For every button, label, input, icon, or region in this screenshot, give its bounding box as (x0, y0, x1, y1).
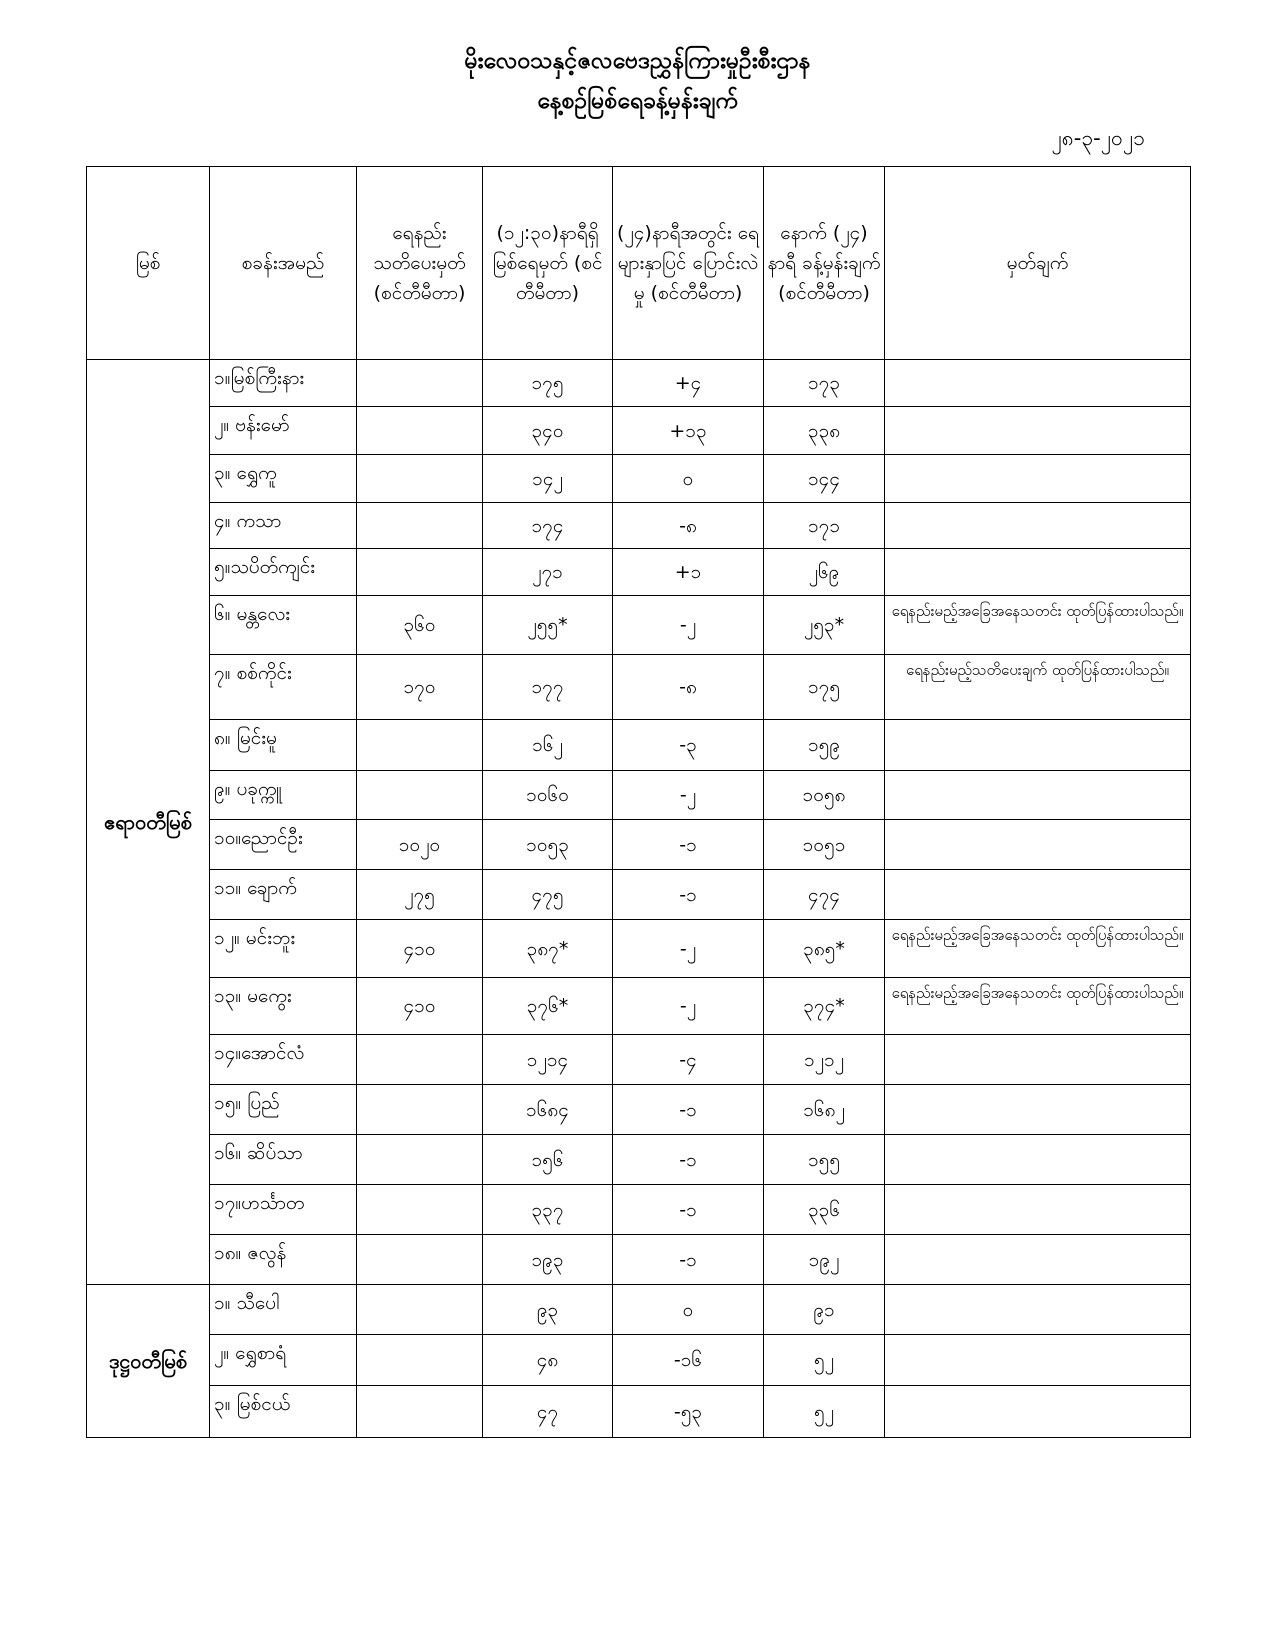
table-row (87, 771, 1191, 820)
station-name: ၉။ ပခုက္ကူ (210, 771, 357, 820)
water-level: ၄၈ (483, 1335, 613, 1386)
forecast-level: ၃၇၄* (764, 978, 885, 1035)
level-change: -၅၃ (613, 1386, 764, 1438)
warning-level (357, 1185, 483, 1235)
header-station: စခန်းအမည် (210, 167, 357, 360)
document-title: မိုးလေဝသနှင့်ဇလဗေဒညွှန်ကြားမှုဦးစီးဌာန (464, 48, 811, 74)
table-row (87, 596, 1191, 655)
remark (885, 1285, 1191, 1335)
warning-level (357, 720, 483, 771)
level-change: -၁ (613, 1185, 764, 1235)
level-change: +၁၃ (613, 407, 764, 455)
water-level: ၁၀၆၀ (483, 771, 613, 820)
station-name: ၄။ ကသာ (210, 503, 357, 549)
forecast-level: ၁၂၁၂ (764, 1035, 885, 1085)
remark (885, 1035, 1191, 1085)
remark (885, 1185, 1191, 1235)
document-subtitle: နေ့စဉ်မြစ်ရေခန့်မှန်းချက် (537, 88, 738, 114)
table-row (87, 1235, 1191, 1285)
forecast-level: ၄၇၄ (764, 870, 885, 920)
warning-level (357, 549, 483, 596)
table-row (87, 360, 1191, 407)
water-level: ၁၀၅၃ (483, 820, 613, 870)
forecast-level: ၁၀၅၁ (764, 820, 885, 870)
warning-level (357, 407, 483, 455)
water-level: ၂၇၁ (483, 549, 613, 596)
forecast-level: ၉၁ (764, 1285, 885, 1335)
level-change: -၁ (613, 1085, 764, 1135)
station-name: ၆။ မန္တလေး (210, 596, 357, 655)
warning-level: ၁၀၂၀ (357, 820, 483, 870)
warning-level (357, 1335, 483, 1386)
level-change: -၁ (613, 870, 764, 920)
water-level: ၁၉၃ (483, 1235, 613, 1285)
warning-level (357, 503, 483, 549)
forecast-level: ၃၃၆ (764, 1185, 885, 1235)
station-name: ၁၇။ဟင်္သာတ (210, 1185, 357, 1235)
water-level: ၃၄၀ (483, 407, 613, 455)
station-name: ၁၅။ ပြည် (210, 1085, 357, 1135)
remark (885, 870, 1191, 920)
forecast-level: ၁၇၅ (764, 655, 885, 720)
level-change: -၁ (613, 1235, 764, 1285)
table-row (87, 920, 1191, 978)
warning-level (357, 771, 483, 820)
remark (885, 407, 1191, 455)
level-change: -၂ (613, 771, 764, 820)
station-name: ၈။ မြင်းမူ (210, 720, 357, 771)
water-level: ၁၇၇ (483, 655, 613, 720)
river-name: ဧရာဝတီမြစ် (87, 360, 210, 1285)
remark (885, 1085, 1191, 1135)
warning-level: ၃၆၀ (357, 596, 483, 655)
water-level: ၃၇၆* (483, 978, 613, 1035)
water-level: ၁၆၈၄ (483, 1085, 613, 1135)
table-row (87, 503, 1191, 549)
level-change: -၂ (613, 978, 764, 1035)
station-name: ၁၃။ မကွေး (210, 978, 357, 1035)
water-level: ၃၈၇* (483, 920, 613, 978)
station-name: ၃။ မြစ်ငယ် (210, 1386, 357, 1438)
station-name: ၂။ ရွှေစာရံ (210, 1335, 357, 1386)
forecast-level: ၁၉၂ (764, 1235, 885, 1285)
level-change: ၀ (613, 455, 764, 503)
table-row (87, 1085, 1191, 1135)
table-header-row (87, 167, 1191, 360)
forecast-level: ၁၇၃ (764, 360, 885, 407)
level-change: -၂ (613, 920, 764, 978)
warning-level (357, 1386, 483, 1438)
level-change: ၀ (613, 1285, 764, 1335)
remark (885, 1386, 1191, 1438)
warning-level: ၄၁၀ (357, 978, 483, 1035)
table-row (87, 549, 1191, 596)
station-name: ၃။ ရွှေကူ (210, 455, 357, 503)
header-remark: မှတ်ချက် (885, 167, 1191, 360)
forecast-level: ၁၀၅၈ (764, 771, 885, 820)
water-level: ၁၇၅ (483, 360, 613, 407)
forecast-level: ၁၅၅ (764, 1135, 885, 1185)
remark (885, 771, 1191, 820)
forecast-level: ၁၇၁ (764, 503, 885, 549)
warning-level: ၂၇၅ (357, 870, 483, 920)
forecast-level: ၁၆၈၂ (764, 1085, 885, 1135)
water-level: ၁၅၆ (483, 1135, 613, 1185)
station-name: ၁၄။အောင်လံ (210, 1035, 357, 1085)
remark: ရေနည်းမည့်သတိပေးချက် ထုတ်ပြန်ထားပါသည်။ (885, 655, 1191, 720)
forecast-level: ၅၂ (764, 1386, 885, 1438)
forecast-level: ၁၅၉ (764, 720, 885, 771)
warning-level (357, 1035, 483, 1085)
water-level: ၄၇ (483, 1386, 613, 1438)
remark: ရေနည်းမည့်အခြေအနေသတင်း ထုတ်ပြန်ထားပါသည်။ (885, 596, 1191, 655)
water-level: ၁၄၂ (483, 455, 613, 503)
table-row (87, 455, 1191, 503)
forecast-level: ၁၄၄ (764, 455, 885, 503)
remark (885, 1235, 1191, 1285)
header-forecast: နောက် (၂၄) နာရီ ခန့်မှန်းချက် (စင်တီမီတာ) (764, 167, 885, 360)
river-forecast-table (86, 166, 1191, 1438)
warning-level (357, 1285, 483, 1335)
remark (885, 360, 1191, 407)
table-row (87, 1035, 1191, 1085)
level-change: -၂ (613, 596, 764, 655)
table-row (87, 655, 1191, 720)
forecast-level: ၅၂ (764, 1335, 885, 1386)
station-name: ၅။သပိတ်ကျင်း (210, 549, 357, 596)
station-name: ၇။ စစ်ကိုင်း (210, 655, 357, 720)
level-change: -၈ (613, 503, 764, 549)
table-row (87, 978, 1191, 1035)
remark (885, 720, 1191, 771)
forecast-level: ၃၃၈ (764, 407, 885, 455)
water-level: ၉၃ (483, 1285, 613, 1335)
table-row (87, 1386, 1191, 1438)
table-row (87, 1335, 1191, 1386)
warning-level (357, 455, 483, 503)
table-row (87, 1285, 1191, 1335)
level-change: -၄ (613, 1035, 764, 1085)
level-change: -၁၆ (613, 1335, 764, 1386)
water-level: ၄၇၅ (483, 870, 613, 920)
water-level: ၃၃၇ (483, 1185, 613, 1235)
report-date: ၂၈-၃-၂၀၂၁ (1051, 126, 1145, 150)
forecast-level: ၃၈၅* (764, 920, 885, 978)
remark (885, 549, 1191, 596)
warning-level: ၄၁၀ (357, 920, 483, 978)
header-river: မြစ် (87, 167, 210, 360)
table-row (87, 1185, 1191, 1235)
remark (885, 1135, 1191, 1185)
table-row (87, 407, 1191, 455)
forecast-level: ၂၆၉ (764, 549, 885, 596)
warning-level (357, 1085, 483, 1135)
remark: ရေနည်းမည့်အခြေအနေသတင်း ထုတ်ပြန်ထားပါသည်။ (885, 920, 1191, 978)
warning-level: ၁၇၀ (357, 655, 483, 720)
header-warning-level: ရေနည်း သတိပေးမှတ် (စင်တီမီတာ) (357, 167, 483, 360)
remark: ရေနည်းမည့်အခြေအနေသတင်း ထုတ်ပြန်ထားပါသည်။ (885, 978, 1191, 1035)
station-name: ၂။ ဗန်းမော် (210, 407, 357, 455)
remark (885, 1335, 1191, 1386)
station-name: ၁။ သီပေါ (210, 1285, 357, 1335)
station-name: ၁၂။ မင်းဘူး (210, 920, 357, 978)
station-name: ၁၀။ညောင်ဦး (210, 820, 357, 870)
level-change: -၈ (613, 655, 764, 720)
header-current-level: (၁၂:၃၀)နာရီရှိ မြစ်ရေမှတ် (စင်တီမီတာ) (483, 167, 613, 360)
level-change: -၁ (613, 820, 764, 870)
level-change: -၁ (613, 1135, 764, 1185)
level-change: +၁ (613, 549, 764, 596)
water-level: ၂၅၅* (483, 596, 613, 655)
water-level: ၁၇၄ (483, 503, 613, 549)
station-name: ၁၆။ ဆိပ်သာ (210, 1135, 357, 1185)
warning-level (357, 1135, 483, 1185)
level-change: -၃ (613, 720, 764, 771)
warning-level (357, 1235, 483, 1285)
station-name: ၁။မြစ်ကြီးနား (210, 360, 357, 407)
station-name: ၁၁။ ချောက် (210, 870, 357, 920)
table-row (87, 870, 1191, 920)
remark (885, 503, 1191, 549)
station-name: ၁၈။ ဇလွန် (210, 1235, 357, 1285)
level-change: +၄ (613, 360, 764, 407)
water-level: ၁၆၂ (483, 720, 613, 771)
table-row (87, 1135, 1191, 1185)
river-name: ဒုဋ္ဌဝတီမြစ် (87, 1285, 210, 1438)
remark (885, 455, 1191, 503)
header-24h-change: (၂၄)နာရီအတွင်း ရေများနှာပြင် ပြောင်းလဲမှု (စင်တီမီတာ) (613, 167, 764, 360)
forecast-level: ၂၅၃* (764, 596, 885, 655)
remark (885, 820, 1191, 870)
table-row (87, 720, 1191, 771)
table-row (87, 820, 1191, 870)
warning-level (357, 360, 483, 407)
water-level: ၁၂၁၄ (483, 1035, 613, 1085)
